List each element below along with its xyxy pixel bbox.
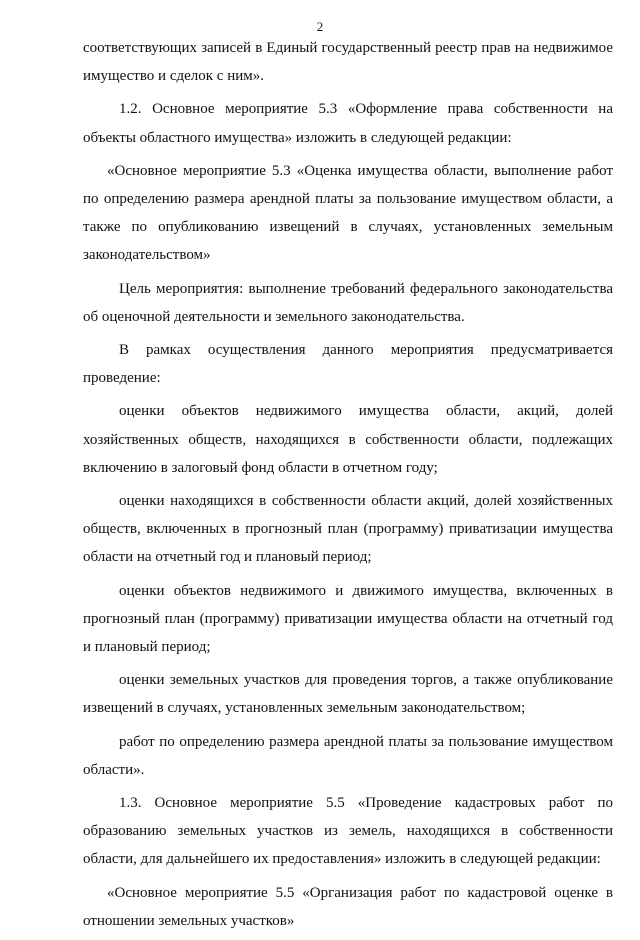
paragraph-list-item: оценки объектов недвижимого и движимого имущества, включенных в прогнозный план (программу) приватизации имущества области на отчетный год и плановый период; bbox=[83, 582, 613, 656]
paragraph-item-1-2: 1.2. Основное мероприятие 5.3 «Оформление права собственности на объекты областного имущества» изложить в следующей редакции: bbox=[83, 101, 613, 146]
page-number: 2 bbox=[316, 19, 324, 34]
paragraph-goal: Цель мероприятия: выполнение требований федерального законодательства об оценочной деятельности и земельного законодательства. bbox=[83, 280, 613, 325]
paragraph-list-item: работ по определению размера арендной платы за пользование имуществом области». bbox=[83, 733, 613, 778]
paragraph-continuation: соответствующих записей в Единый государственный реестр прав на недвижимое имущество и сделок с ним». bbox=[83, 40, 613, 85]
document-body bbox=[83, 34, 613, 940]
paragraph-list-item: оценки объектов недвижимого имущества области, акций, долей хозяйственных обществ, находящихся в собственности области, подлежащих включению в залоговый фонд области в отчетном году; bbox=[83, 403, 613, 476]
paragraph-framework: В рамках осуществления данного мероприятия предусматривается проведение: bbox=[83, 342, 613, 387]
paragraph-quote-5-3: «Основное мероприятие 5.3 «Оценка имущества области, выполнение работ по определению размера арендной платы за пользование имуществом области, а также по опубликованию извещений в случаях, установленных земельным законодательством» bbox=[83, 162, 613, 264]
paragraph-item-1-3: 1.3. Основное мероприятие 5.5 «Проведение кадастровых работ по образованию земельных участков из земель, находящихся в собственности области, для дальнейшего их предоставления» изложить в следующей редакции: bbox=[83, 795, 613, 868]
paragraph-quote-5-5: «Основное мероприятие 5.5 «Организация работ по кадастровой оценке в отношении земельных участков» bbox=[83, 884, 613, 929]
paragraph-list-item: оценки земельных участков для проведения торгов, а также опубликование извещений в случаях, установленных земельным законодательством; bbox=[83, 672, 613, 717]
paragraph-list-item: оценки находящихся в собственности области акций, долей хозяйственных обществ, включенных в прогнозный план (программу) приватизации имущества области на отчетный год и плановый период; bbox=[83, 493, 613, 566]
